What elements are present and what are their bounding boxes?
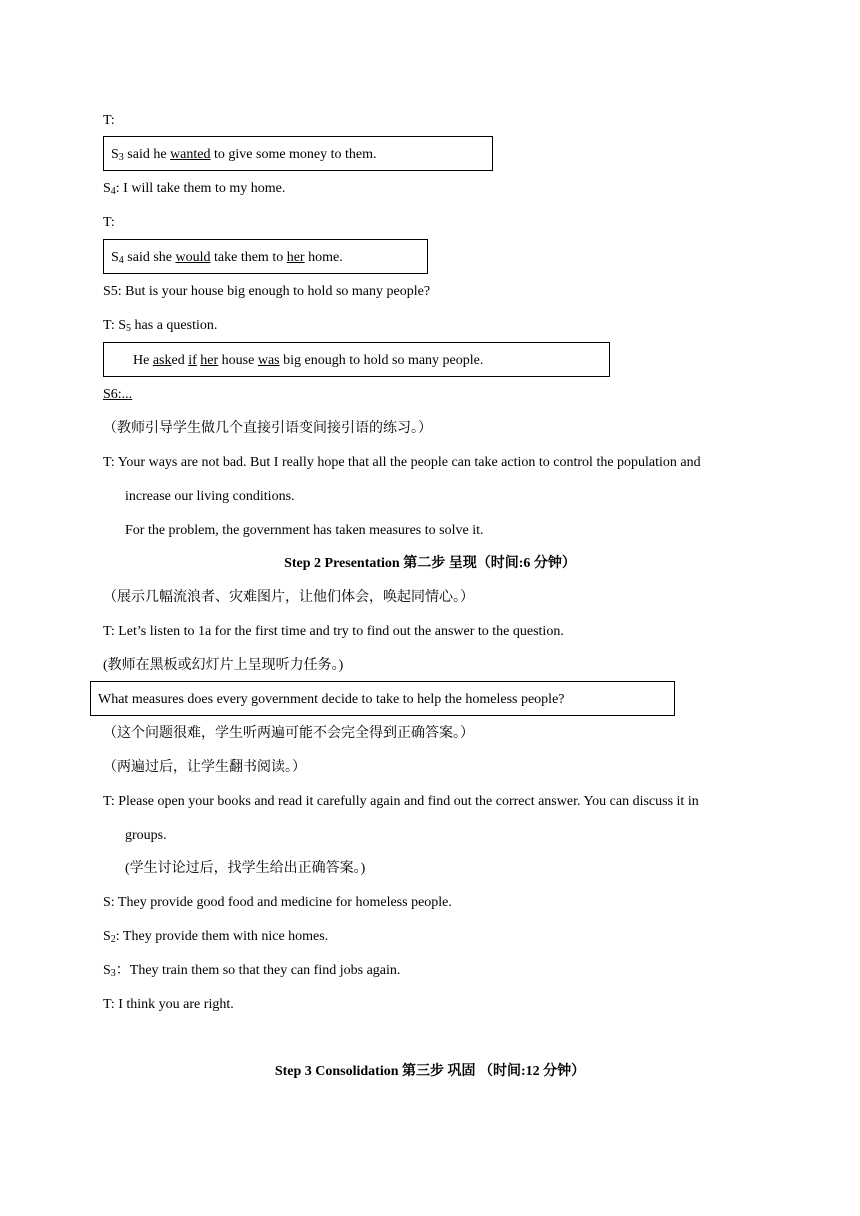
teacher-note: （教师引导学生做几个直接引语变间接引语的练习。） [103,421,432,436]
teacher-line-cont: For the problem, the government has taken measures to solve it. [125,523,484,538]
teacher-note: （展示几幅流浪者、灾难图片，让他们体会，唤起同情心。） [103,590,474,605]
teacher-line: T: [103,113,115,128]
teacher-line-cont: groups. [125,828,167,843]
teacher-note: (教师在黑板或幻灯片上呈现听力任务。) [103,658,344,673]
teacher-line: T: I think you are right. [103,997,234,1012]
box-2-text: $S_4$ said she would take them to her home. [111,250,343,266]
student-line: S: They provide good food and medicine for homeless people. [103,895,452,910]
teacher-line-cont: increase our living conditions. [125,489,295,504]
student-3-line: $S_3$：They train them so that they can find jobs again. [103,963,401,979]
student-6-line: S6:... [103,387,133,402]
teacher-note: （这个问题很难，学生听两遍可能不会完全得到正确答案。） [103,726,474,741]
student-2-line: $S_2$: They provide them with nice homes. [103,929,329,945]
teacher-note: (学生讨论过后，找学生给出正确答案。) [125,861,366,876]
box-1-text: $S_3$ said he wanted to give some money to them. [111,147,377,163]
teacher-line: T: Let’s listen to 1a for the first time and try to find out the answer to the question. [103,624,564,639]
box-3-text: He asked if her house was big enough to hold so many people. [133,353,484,368]
indirect-speech-box-3 [103,342,610,377]
student-5-line: S5: But is your house big enough to hold so many people? [103,284,431,299]
teacher-line: T: $S_5$ has a question. [103,318,218,334]
listening-question: What measures does every government decide to take to help the homeless people? [98,692,565,707]
student-4-line: $S_4$: I will take them to my home. [103,181,286,197]
step-3-heading: Step 3 Consolidation 第三步 巩固 （时间:12 分钟） [274,1064,586,1079]
indirect-speech-box-2 [103,239,428,274]
listening-task-box [90,681,675,716]
teacher-line: T: Your ways are not bad. But I really hope that all the people can take action to control the population and [103,455,701,470]
teacher-note: （两遍过后，让学生翻书阅读。） [103,760,306,775]
teacher-line: T: [103,215,115,230]
teacher-line: T: Please open your books and read it carefully again and find out the correct answer. You can discuss it in [103,794,699,809]
indirect-speech-box-1 [103,136,493,171]
step-2-heading: Step 2 Presentation 第二步 呈现（时间:6 分钟） [284,556,576,571]
